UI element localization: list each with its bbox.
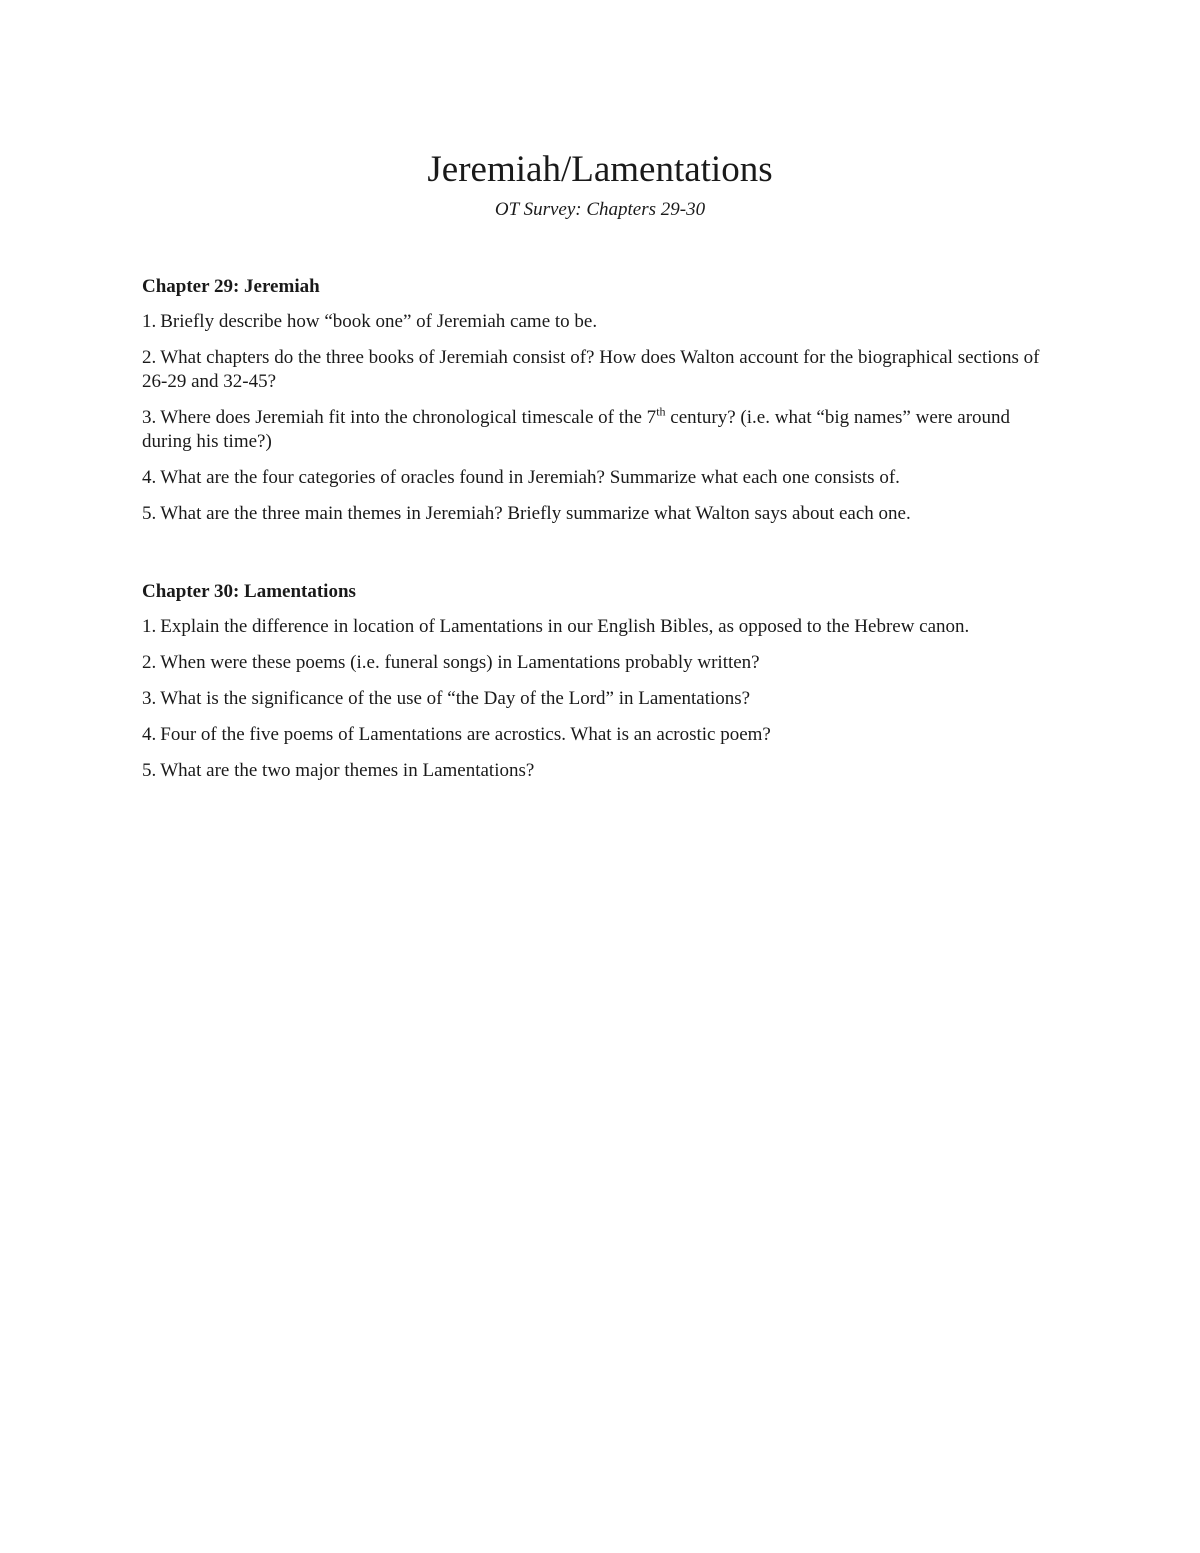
question-item [142, 346, 1042, 394]
question-text-before: Where does Jeremiah fit into the chronological timescale of the 7 [160, 407, 657, 428]
question-item [142, 723, 1042, 747]
section-chapter-30 [142, 579, 1042, 795]
question-text: Four of the five poems of Lamentations are acrostics. What is an acrostic poem? [160, 724, 771, 745]
question-text: What are the three main themes in Jeremiah? Briefly summarize what Walton says about each one. [160, 503, 911, 524]
question-text: Briefly describe how “book one” of Jeremiah came to be. [160, 311, 598, 332]
document-title: Jeremiah/Lamentations [427, 149, 773, 190]
question-text: What are the four categories of oracles found in Jeremiah? Summarize what each one consists of. [160, 467, 900, 488]
question-item [142, 687, 1042, 711]
question-text-after: century? (i.e. what “big names” were around during his time?) [142, 407, 1011, 452]
section-chapter-29 [142, 274, 1042, 538]
question-number: 4. [142, 724, 157, 745]
question-number: 5. [142, 760, 157, 781]
question-item [142, 651, 1042, 675]
question-text: What are the two major themes in Lamentations? [160, 760, 535, 781]
question-number: 1. [142, 616, 157, 637]
question-text: What is the significance of the use of “the Day of the Lord” in Lamentations? [160, 688, 751, 709]
section-heading: Chapter 30: Lamentations [142, 581, 356, 602]
question-number: 2. [142, 652, 157, 673]
question-item [142, 310, 1042, 334]
question-number: 4. [142, 467, 157, 488]
question-text: When were these poems (i.e. funeral songs) in Lamentations probably written? [160, 652, 760, 673]
question-number: 1. [142, 311, 157, 332]
section-heading: Chapter 29: Jeremiah [142, 276, 320, 297]
question-number: 3. [142, 407, 157, 428]
question-text: What chapters do the three books of Jeremiah consist of? How does Walton account for the biographical sections of 26-29 and 32-45? [142, 347, 1040, 392]
question-item [142, 466, 1042, 490]
question-number: 3. [142, 688, 157, 709]
question-item [142, 406, 1042, 454]
question-item [142, 759, 1042, 783]
ordinal-superscript: th [656, 404, 666, 419]
question-number: 2. [142, 347, 157, 368]
question-number: 5. [142, 503, 157, 524]
question-item [142, 502, 1042, 526]
question-text: Explain the difference in location of Lamentations in our English Bibles, as opposed to the Hebrew canon. [160, 616, 970, 637]
question-item [142, 615, 1042, 639]
document-subtitle: OT Survey: Chapters 29-30 [494, 199, 706, 220]
